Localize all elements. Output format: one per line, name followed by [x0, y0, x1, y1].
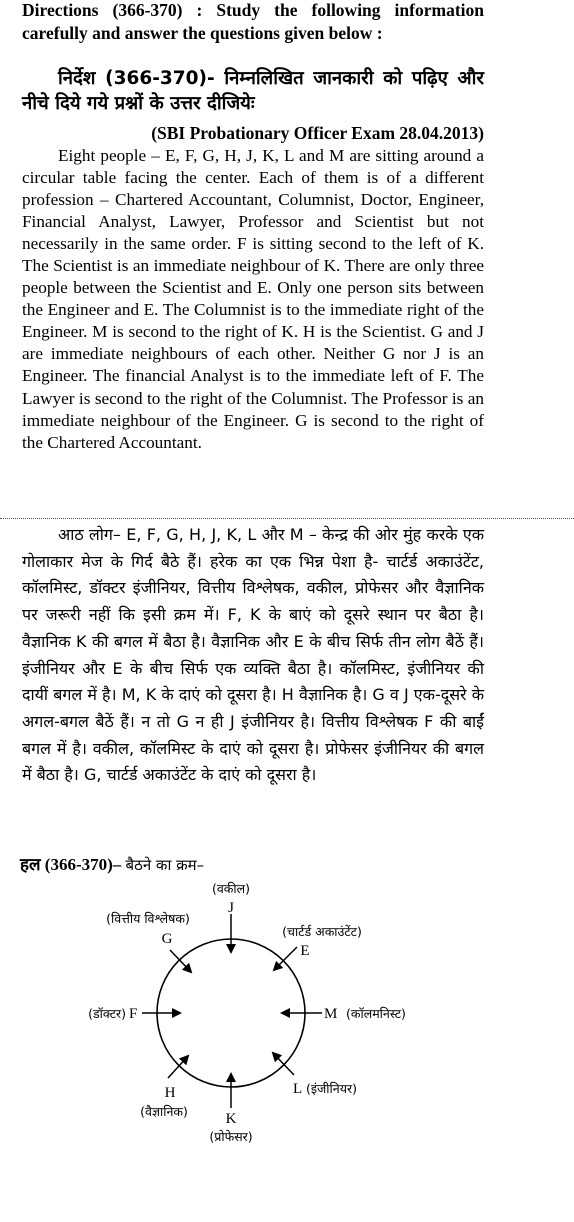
- profession-l: (इंजीनियर): [306, 1081, 357, 1096]
- profession-h: (वैज्ञानिक): [140, 1104, 188, 1119]
- directions-hindi: निर्देश (366-370)- निम्नलिखित जानकारी को पढ़िए और नीचे दिये गये प्रश्नों के उत्तर दीजियेः: [22, 68, 484, 114]
- directions-english: Directions (366-370) : Study the following information carefully and answer the questions given below :: [22, 0, 484, 43]
- arrow-e: [274, 947, 297, 970]
- person-k: K: [225, 1111, 237, 1127]
- person-h: H: [164, 1085, 176, 1101]
- profession-m: (कॉलमनिस्ट): [346, 1006, 406, 1021]
- arrow-h: [168, 1056, 188, 1078]
- person-e: E: [300, 943, 310, 959]
- person-g: G: [161, 931, 173, 947]
- profession-f: (डॉक्टर): [88, 1006, 126, 1021]
- solution-label: हल (366-370)–: [20, 855, 122, 874]
- solution-note: बैठने का क्रम–: [125, 856, 205, 874]
- person-m: M: [324, 1006, 338, 1022]
- person-j: J: [228, 900, 234, 916]
- profession-j: (वकील): [211, 881, 251, 896]
- passage-hindi: आठ लोग– E, F, G, H, J, K, L और M – केन्द्र की ओर मुंह करके एक गोलाकार मेज के गिर्द बैठे हैं। हरेक का एक भिन्न पेशा है- चार्टर्ड अकाउंटेंट, कॉलमिस्ट, डॉक्टर इंजीनियर, वित्तीय विश्लेषक, वकील, प्रोफेसर और वैज्ञानिक पर जरूरी नहीं कि इसी क्रम में। F, K के बाएं को दूसरे स्थान पर बैठा है। वैज्ञानिक K की बगल में बैठा है। वैज्ञानिक और E के बीच सिर्फ तीन लोग बैठें हैं। इंजीनियर और E के बीच सिर्फ एक व्यक्ति बैठा है। कॉलमिस्ट, इंजीनियर की दायीं बगल में है। M, K के दाएं को दूसरा है। H वैज्ञानिक है। G व J एक-दूसरे के अगल-बगल बैठें हैं। न तो G न ही J इंजीनियर है। वित्तीय विश्लेषक F की बाईं बगल में है। वकील, कॉलमिस्ट के दाएं को दूसरा है। प्रोफेसर इंजीनियर की बगल में बैठा है। G, चार्टर्ड अकाउंटेंट के दाएं को दूसरा है।: [22, 525, 484, 785]
- profession-k: (प्रोफेसर): [209, 1129, 253, 1144]
- profession-g: (वित्तीय विश्लेषक): [106, 911, 190, 926]
- passage-english: Eight people – E, F, G, H, J, K, L and M are sitting around a circular table facing the center. Each of them is of a different profession – Chartered Accountant, Columnist, Doctor, Engineer, Financial Analyst, Lawyer, Professor and Scientist but not necessarily in the same order. F is sitting second to the left of K. The Scientist is an immediate neighbour of K. There are only three people between the Scientist and E. Only one person sits between the Engineer and E. The Columnist is to the immediate right of the Engineer. M is second to the right of K. H is the Scientist. G and J are immediate neighbours of each other. Neither G nor J is an Engineer. The financial Analyst is to the immediate left of F. The Lawyer is second to the right of the Columnist. The Professor is an immediate neighbour of the Engineer. G is second to the right of the Chartered Accountant.: [22, 146, 484, 452]
- person-f: F: [129, 1006, 138, 1022]
- profession-e: (चार्टर्ड अकाउंटेंट): [282, 924, 362, 939]
- exam-source: (SBI Probationary Officer Exam 28.04.2013): [151, 123, 484, 143]
- person-l: L: [293, 1081, 303, 1097]
